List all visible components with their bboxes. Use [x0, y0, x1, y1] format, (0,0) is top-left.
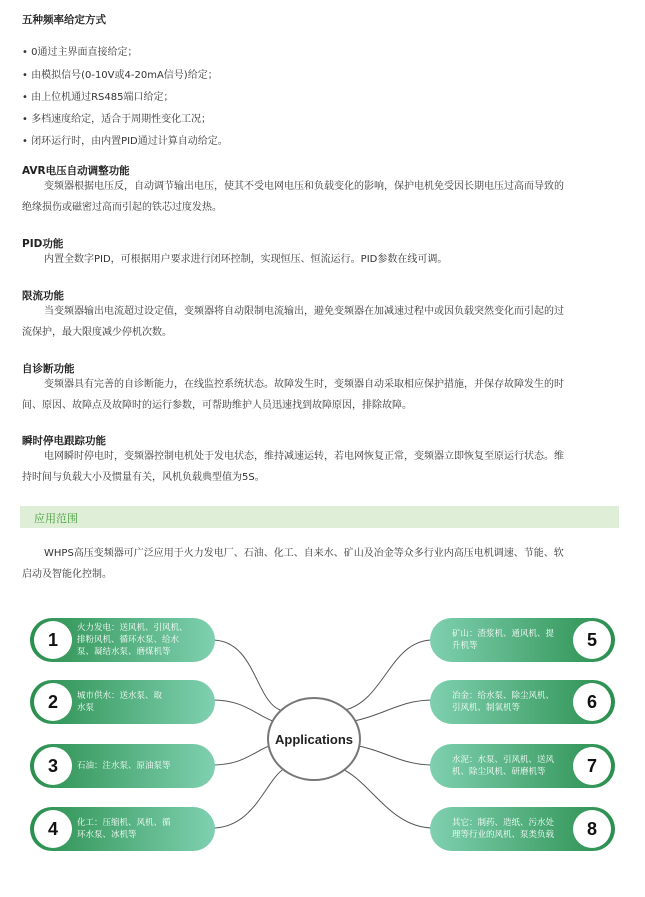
ride-through-line2: 持时间与负载大小及惯量有关，风机负载典型值为5S。 [22, 472, 265, 483]
diag-line1: 变频器具有完善的自诊断能力，在线监控系统状态。故障发生时，变频器自动采取相应保护措施，并保存故障发生的时 [44, 379, 564, 390]
diag-line2: 间、原因、故障点及故障时的运行参数，可帮助维护人员迅速找到故障原因，排除故障。 [22, 400, 412, 411]
bullet-text: 由模拟信号(0-10V或4-20mA信号)给定； [31, 70, 218, 81]
application-item-4 [30, 807, 215, 851]
list-item: • 0通过主界面直接给定； [22, 47, 138, 58]
application-line1: WHPS高压变频器可广泛应用于火力发电厂、石油、化工、自来水、矿山及冶金等众多行业内高压电机调速、节能、软 [44, 548, 564, 559]
application-item-6 [430, 680, 615, 724]
list-item: • 由上位机通过RS485端口给定； [22, 92, 174, 103]
item-text-line: 升机等 [452, 641, 478, 651]
current-limit-title: 限流功能 [22, 290, 64, 302]
number-badge: 4 [34, 810, 72, 848]
application-line2: 启动及智能化控制。 [22, 569, 112, 580]
avr-title: AVR电压自动调整功能 [22, 165, 130, 177]
bullet-text: 多档速度给定，适合于周期性变化工况； [31, 114, 212, 125]
item-text-line: 石油：注水泵、原油泵等 [77, 761, 171, 771]
current-limit-line1: 当变频器输出电流超过设定值，变频器将自动限制电流输出，避免变频器在加减速过程中或因负载突然变化而引起的过 [44, 306, 564, 317]
application-item-7 [430, 744, 615, 788]
application-item-3 [30, 744, 215, 788]
applications-center-node [267, 697, 361, 781]
number-badge: 5 [573, 621, 611, 659]
item-text-line: 水泵 [77, 703, 95, 713]
ride-through-title: 瞬时停电跟踪功能 [22, 435, 106, 447]
item-text-line: 水泥：水泵、引风机、送风 [452, 755, 555, 765]
item-text-line: 引风机、制氧机等 [452, 703, 521, 713]
avr-text-line2: 绝缘损伤或磁密过高而引起的铁芯过度发热。 [22, 202, 222, 213]
item-text-line: 环水泵、冰机等 [77, 830, 137, 840]
item-text-line: 化工：压缩机、风机、循 [77, 818, 171, 828]
number-badge: 2 [34, 683, 72, 721]
application-item-1 [30, 618, 215, 662]
application-item-5 [430, 618, 615, 662]
application-section-bar [20, 506, 619, 528]
number-badge: 8 [573, 810, 611, 848]
number-badge: 7 [573, 747, 611, 785]
bullet-text: 0通过主界面直接给定； [31, 47, 138, 58]
center-label: Applications [274, 731, 353, 747]
item-text-line: 矿山：渣浆机、通风机、提 [452, 629, 555, 639]
list-item: • 多档速度给定，适合于周期性变化工况； [22, 114, 212, 125]
number-badge: 3 [34, 747, 72, 785]
bullet-text: 由上位机通过RS485端口给定； [31, 92, 174, 103]
item-text-line: 泵、凝结水泵、磨煤机等 [77, 647, 171, 657]
item-text-line: 其它：制药、造纸、污水处 [452, 818, 555, 828]
bullet-text: 闭环运行时，由内置PID通过计算自动给定。 [31, 136, 228, 147]
item-text-line: 火力发电：送风机、引风机、 [77, 623, 188, 633]
list-item: • 由模拟信号(0-10V或4-20mA信号)给定； [22, 70, 218, 81]
item-text-line: 城市供水：送水泵、取 [77, 691, 163, 701]
pid-title: PID功能 [22, 238, 64, 250]
item-text-line: 冶金：给水泵、除尘风机、 [452, 691, 555, 701]
pid-text: 内置全数字PID，可根据用户要求进行闭环控制，实现恒压、恒流运行。PID参数在线可调。 [44, 254, 448, 265]
item-text-line: 排粉风机、循环水泵、给水 [77, 635, 180, 645]
item-text-line: 理等行业的风机、泵类负载 [452, 830, 555, 840]
application-item-2 [30, 680, 215, 724]
diag-title: 自诊断功能 [22, 363, 75, 375]
number-badge: 1 [34, 621, 72, 659]
list-item: • 闭环运行时，由内置PID通过计算自动给定。 [22, 136, 228, 147]
ride-through-line1: 电网瞬时停电时，变频器控制电机处于发电状态，维持减速运转，若电网恢复正常，变频器立即恢复至原运行状态。维 [44, 451, 564, 462]
number-badge: 6 [573, 683, 611, 721]
avr-text-line1: 变频器根据电压反，自动调节输出电压，使其不受电网电压和负载变化的影响，保护电机免受因长期电压过高而导致的 [44, 181, 564, 192]
application-item-8 [430, 807, 615, 851]
item-text-line: 机、除尘风机、研磨机等 [452, 767, 546, 777]
application-section-title: 应用范围 [34, 512, 78, 525]
frequency-modes-title: 五种频率给定方式 [22, 14, 106, 26]
current-limit-line2: 流保护，最大限度减少停机次数。 [22, 327, 172, 338]
